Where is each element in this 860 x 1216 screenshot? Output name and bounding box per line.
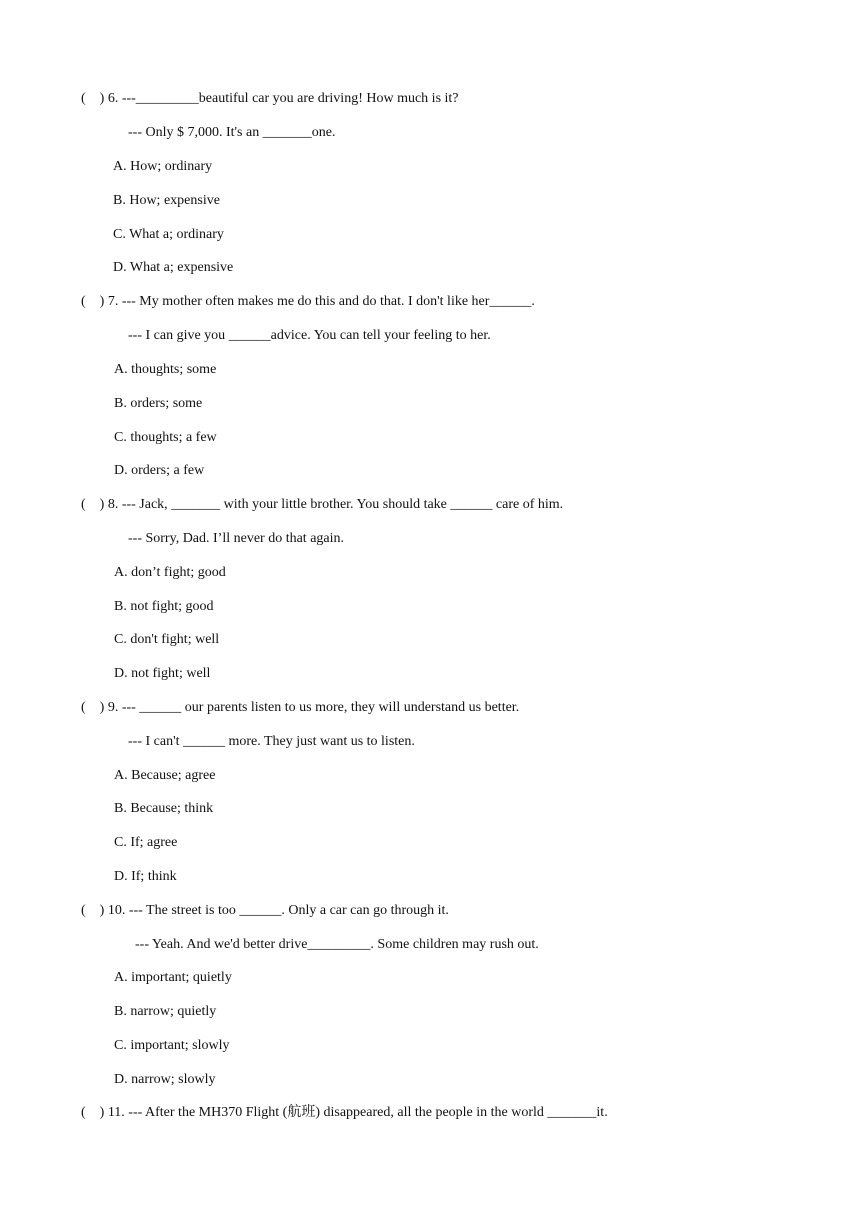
question-7-option-a: A. thoughts; some	[114, 362, 217, 377]
question-8-option-b: B. not fight; good	[114, 599, 214, 614]
question-9-reply: --- I can't ______ more. They just want us to listen.	[128, 734, 415, 749]
question-10-option-b: B. narrow; quietly	[114, 1004, 217, 1019]
question-8-reply: --- Sorry, Dad. I’ll never do that again.	[128, 531, 345, 546]
question-11-stem: ( ) 11. --- After the MH370 Flight (航班) disappeared, all the people in the world _______it.	[81, 1105, 608, 1120]
question-10-reply: --- Yeah. And we'd better drive_________. Some children may rush out.	[135, 937, 539, 952]
question-7-option-b: B. orders; some	[114, 396, 203, 411]
question-10-option-d: D. narrow; slowly	[114, 1072, 216, 1087]
question-7-stem: ( ) 7. --- My mother often makes me do this and do that. I don't like her______.	[81, 294, 535, 309]
question-8-stem: ( ) 8. --- Jack, _______ with your little brother. You should take ______ care of him.	[81, 497, 564, 512]
question-8-option-a: A. don’t fight; good	[114, 565, 226, 580]
question-6-option-a: A. How; ordinary	[113, 159, 213, 174]
question-8-option-c: C. don't fight; well	[114, 632, 220, 647]
question-6-option-d: D. What a; expensive	[113, 260, 234, 275]
question-10-option-a: A. important; quietly	[114, 970, 232, 985]
question-6-stem: ( ) 6. ---_________beautiful car you are driving! How much is it?	[81, 91, 459, 106]
question-7-reply: --- I can give you ______advice. You can tell your feeling to her.	[128, 328, 491, 343]
question-6-reply: --- Only $ 7,000. It's an _______one.	[128, 125, 336, 140]
question-7-option-d: D. orders; a few	[114, 463, 205, 478]
question-6-option-b: B. How; expensive	[113, 193, 220, 208]
question-10-stem: ( ) 10. --- The street is too ______. Only a car can go through it.	[81, 903, 449, 918]
question-9-option-b: B. Because; think	[114, 801, 214, 816]
question-7-option-c: C. thoughts; a few	[114, 430, 217, 445]
question-9-option-d: D. If; think	[114, 869, 177, 884]
question-8-option-d: D. not fight; well	[114, 666, 211, 681]
question-6-option-c: C. What a; ordinary	[113, 227, 224, 242]
question-10-option-c: C. important; slowly	[114, 1038, 230, 1053]
question-9-option-c: C. If; agree	[114, 835, 178, 850]
question-9-option-a: A. Because; agree	[114, 768, 216, 783]
question-9-stem: ( ) 9. --- ______ our parents listen to us more, they will understand us better.	[81, 700, 520, 715]
